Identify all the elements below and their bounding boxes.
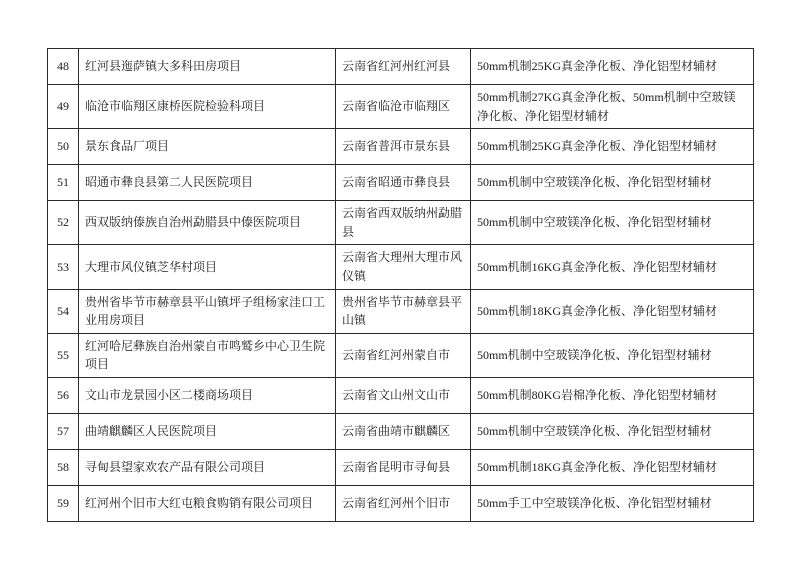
project-location-cell: 云南省昭通市彝良县 <box>336 165 471 201</box>
row-number-cell: 58 <box>48 449 79 485</box>
project-name-cell: 寻甸县望家欢农产品有限公司项目 <box>79 449 336 485</box>
materials-cell: 50mm机制25KG真金净化板、净化铝型材辅材 <box>471 129 754 165</box>
materials-cell: 50mm机制中空玻镁净化板、净化铝型材辅材 <box>471 165 754 201</box>
project-name-cell: 红河州个旧市大红屯粮食购销有限公司项目 <box>79 485 336 521</box>
project-location-cell: 云南省文山州文山市 <box>336 377 471 413</box>
row-number-cell: 54 <box>48 289 79 333</box>
row-number-cell: 48 <box>48 49 79 85</box>
project-location-cell: 云南省昆明市寻甸县 <box>336 449 471 485</box>
project-name-cell: 红河哈尼彝族自治州蒙自市鸣鹫乡中心卫生院项目 <box>79 333 336 377</box>
row-number-cell: 52 <box>48 201 79 245</box>
project-location-cell: 云南省大理州大理市风仪镇 <box>336 245 471 289</box>
materials-cell: 50mm机制中空玻镁净化板、净化铝型材辅材 <box>471 333 754 377</box>
table-row <box>48 201 754 245</box>
table-row <box>48 485 754 521</box>
project-location-cell: 云南省红河州个旧市 <box>336 485 471 521</box>
project-name-cell: 文山市龙景园小区二楼商场项目 <box>79 377 336 413</box>
row-number-cell: 51 <box>48 165 79 201</box>
row-number-cell: 50 <box>48 129 79 165</box>
project-location-cell: 云南省红河州蒙自市 <box>336 333 471 377</box>
project-name-cell: 昭通市彝良县第二人民医院项目 <box>79 165 336 201</box>
row-number-cell: 57 <box>48 413 79 449</box>
materials-cell: 50mm机制18KG真金净化板、净化铝型材辅材 <box>471 289 754 333</box>
row-number-cell: 59 <box>48 485 79 521</box>
materials-cell: 50mm机制80KG岩棉净化板、净化铝型材辅材 <box>471 377 754 413</box>
table-row <box>48 413 754 449</box>
table-row <box>48 449 754 485</box>
table-row <box>48 377 754 413</box>
projects-table <box>47 48 754 522</box>
materials-cell: 50mm机制27KG真金净化板、50mm机制中空玻镁净化板、净化铝型材辅材 <box>471 85 754 129</box>
project-location-cell: 云南省红河州红河县 <box>336 49 471 85</box>
table-row <box>48 333 754 377</box>
project-name-cell: 贵州省毕节市赫章县平山镇坪子组杨家洼口工业用房项目 <box>79 289 336 333</box>
project-location-cell: 云南省普洱市景东县 <box>336 129 471 165</box>
materials-cell: 50mm机制25KG真金净化板、净化铝型材辅材 <box>471 49 754 85</box>
materials-cell: 50mm机制18KG真金净化板、净化铝型材辅材 <box>471 449 754 485</box>
materials-cell: 50mm机制中空玻镁净化板、净化铝型材辅材 <box>471 413 754 449</box>
project-location-cell: 云南省西双版纳州勐腊县 <box>336 201 471 245</box>
project-name-cell: 大理市风仪镇芝华村项目 <box>79 245 336 289</box>
materials-cell: 50mm手工中空玻镁净化板、净化铝型材辅材 <box>471 485 754 521</box>
project-location-cell: 云南省临沧市临翔区 <box>336 85 471 129</box>
project-name-cell: 红河县迤萨镇大多科田房项目 <box>79 49 336 85</box>
row-number-cell: 53 <box>48 245 79 289</box>
projects-table-body <box>48 49 754 522</box>
materials-cell: 50mm机制中空玻镁净化板、净化铝型材辅材 <box>471 201 754 245</box>
project-name-cell: 临沧市临翔区康桥医院检验科项目 <box>79 85 336 129</box>
row-number-cell: 49 <box>48 85 79 129</box>
table-row <box>48 245 754 289</box>
project-location-cell: 贵州省毕节市赫章县平山镇 <box>336 289 471 333</box>
project-location-cell: 云南省曲靖市麒麟区 <box>336 413 471 449</box>
project-name-cell: 景东食品厂项目 <box>79 129 336 165</box>
table-row <box>48 289 754 333</box>
table-row <box>48 165 754 201</box>
materials-cell: 50mm机制16KG真金净化板、净化铝型材辅材 <box>471 245 754 289</box>
project-name-cell: 西双版纳傣族自治州勐腊县中傣医院项目 <box>79 201 336 245</box>
table-row <box>48 49 754 85</box>
row-number-cell: 56 <box>48 377 79 413</box>
project-name-cell: 曲靖麒麟区人民医院项目 <box>79 413 336 449</box>
table-row <box>48 129 754 165</box>
row-number-cell: 55 <box>48 333 79 377</box>
table-row <box>48 85 754 129</box>
